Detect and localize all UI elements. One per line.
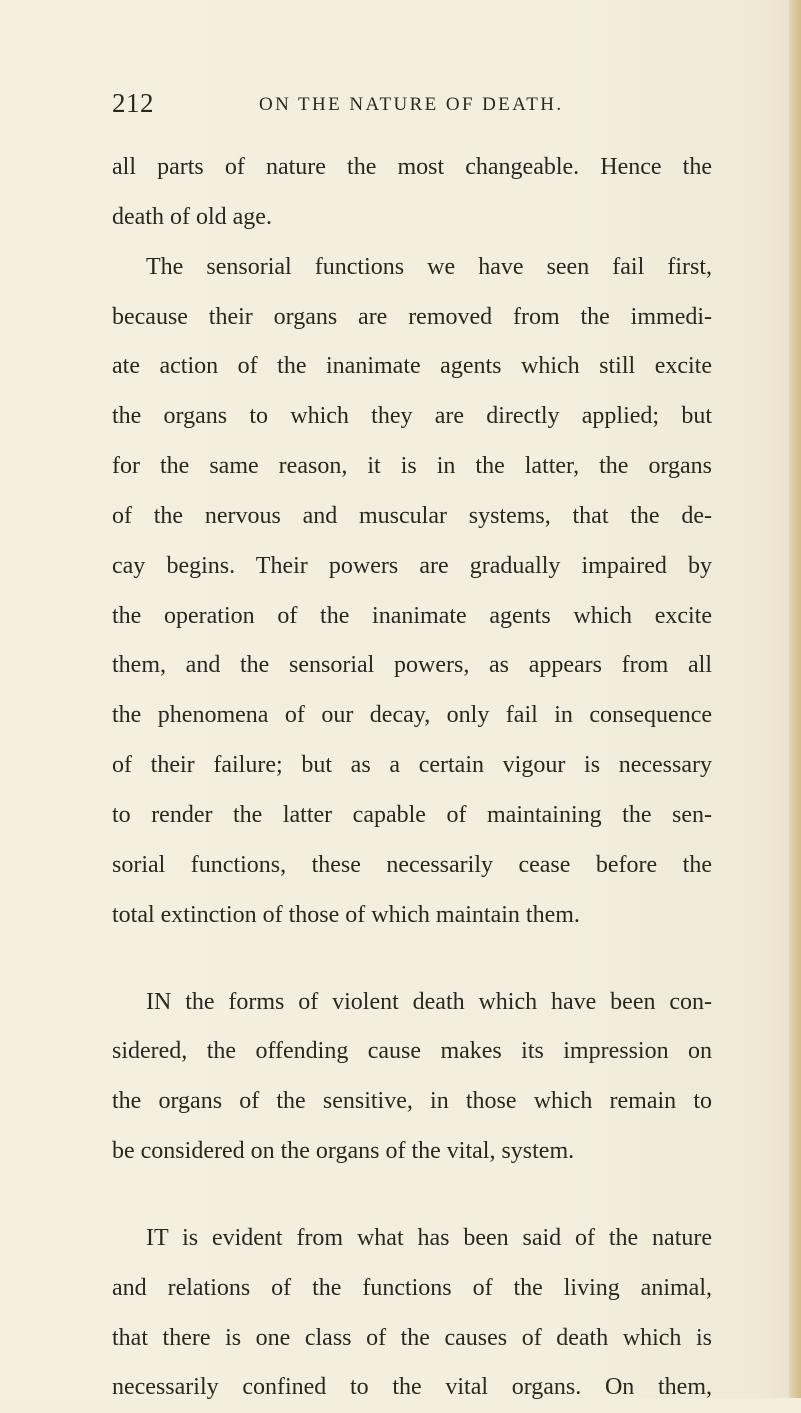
text-line: all parts of nature the most changeable. Hence the <box>112 154 712 180</box>
text-line: The sensorial functions we have seen fail first, <box>146 253 712 280</box>
text-line: the operation of the inanimate agents which excite <box>112 602 712 629</box>
text-line: the phenomena of our decay, only fail in consequence <box>112 702 712 729</box>
text-line: cay begins. Their powers are gradually impaired by <box>112 552 712 579</box>
text-line: of their failure; but as a certain vigour is necessary <box>112 752 712 779</box>
paragraph-gap <box>112 1177 712 1214</box>
page-header <box>112 88 712 118</box>
text-line: be considered on the organs of the vital, system. <box>112 1138 575 1165</box>
text-line: sidered, the offending cause makes its impression on <box>112 1038 712 1065</box>
text-line: ate action of the inanimate agents which still excite <box>112 353 712 380</box>
text-line: death of old age. <box>112 203 272 230</box>
paragraph <box>112 978 712 1177</box>
running-head: ON THE NATURE OF DEATH. <box>259 94 564 115</box>
text-line: the organs to which they are directly applied; but <box>112 403 712 430</box>
text-line: IT is evident from what has been said of the nature <box>146 1224 712 1251</box>
paragraph <box>112 1214 712 1413</box>
text-line: because their organs are removed from the immedi- <box>112 303 712 330</box>
text-line: of the nervous and muscular systems, that the de- <box>112 502 712 529</box>
text-line: total extinction of those of which maintain them. <box>112 901 580 928</box>
paragraph-gap <box>112 941 712 978</box>
body-text <box>112 143 712 1413</box>
text-line: that there is one class of the causes of death which is <box>112 1324 712 1351</box>
text-line: for the same reason, it is in the latter, the organs <box>112 453 712 480</box>
paragraph <box>112 243 712 941</box>
text-line: IN the forms of violent death which have been con- <box>146 988 712 1015</box>
text-line: sorial functions, these necessarily cease before the <box>112 851 712 878</box>
text-line: the organs of the sensitive, in those which remain to <box>112 1088 712 1115</box>
text-line: necessarily confined to the vital organs. On them, <box>112 1374 712 1401</box>
text-line: to render the latter capable of maintaining the sen- <box>112 801 712 828</box>
text-line: them, and the sensorial powers, as appears from all <box>112 652 712 679</box>
paragraph <box>112 143 712 243</box>
page-number: 212 <box>112 88 154 118</box>
text-line: and relations of the functions of the living animal, <box>112 1274 712 1301</box>
page-edge <box>789 0 801 1398</box>
